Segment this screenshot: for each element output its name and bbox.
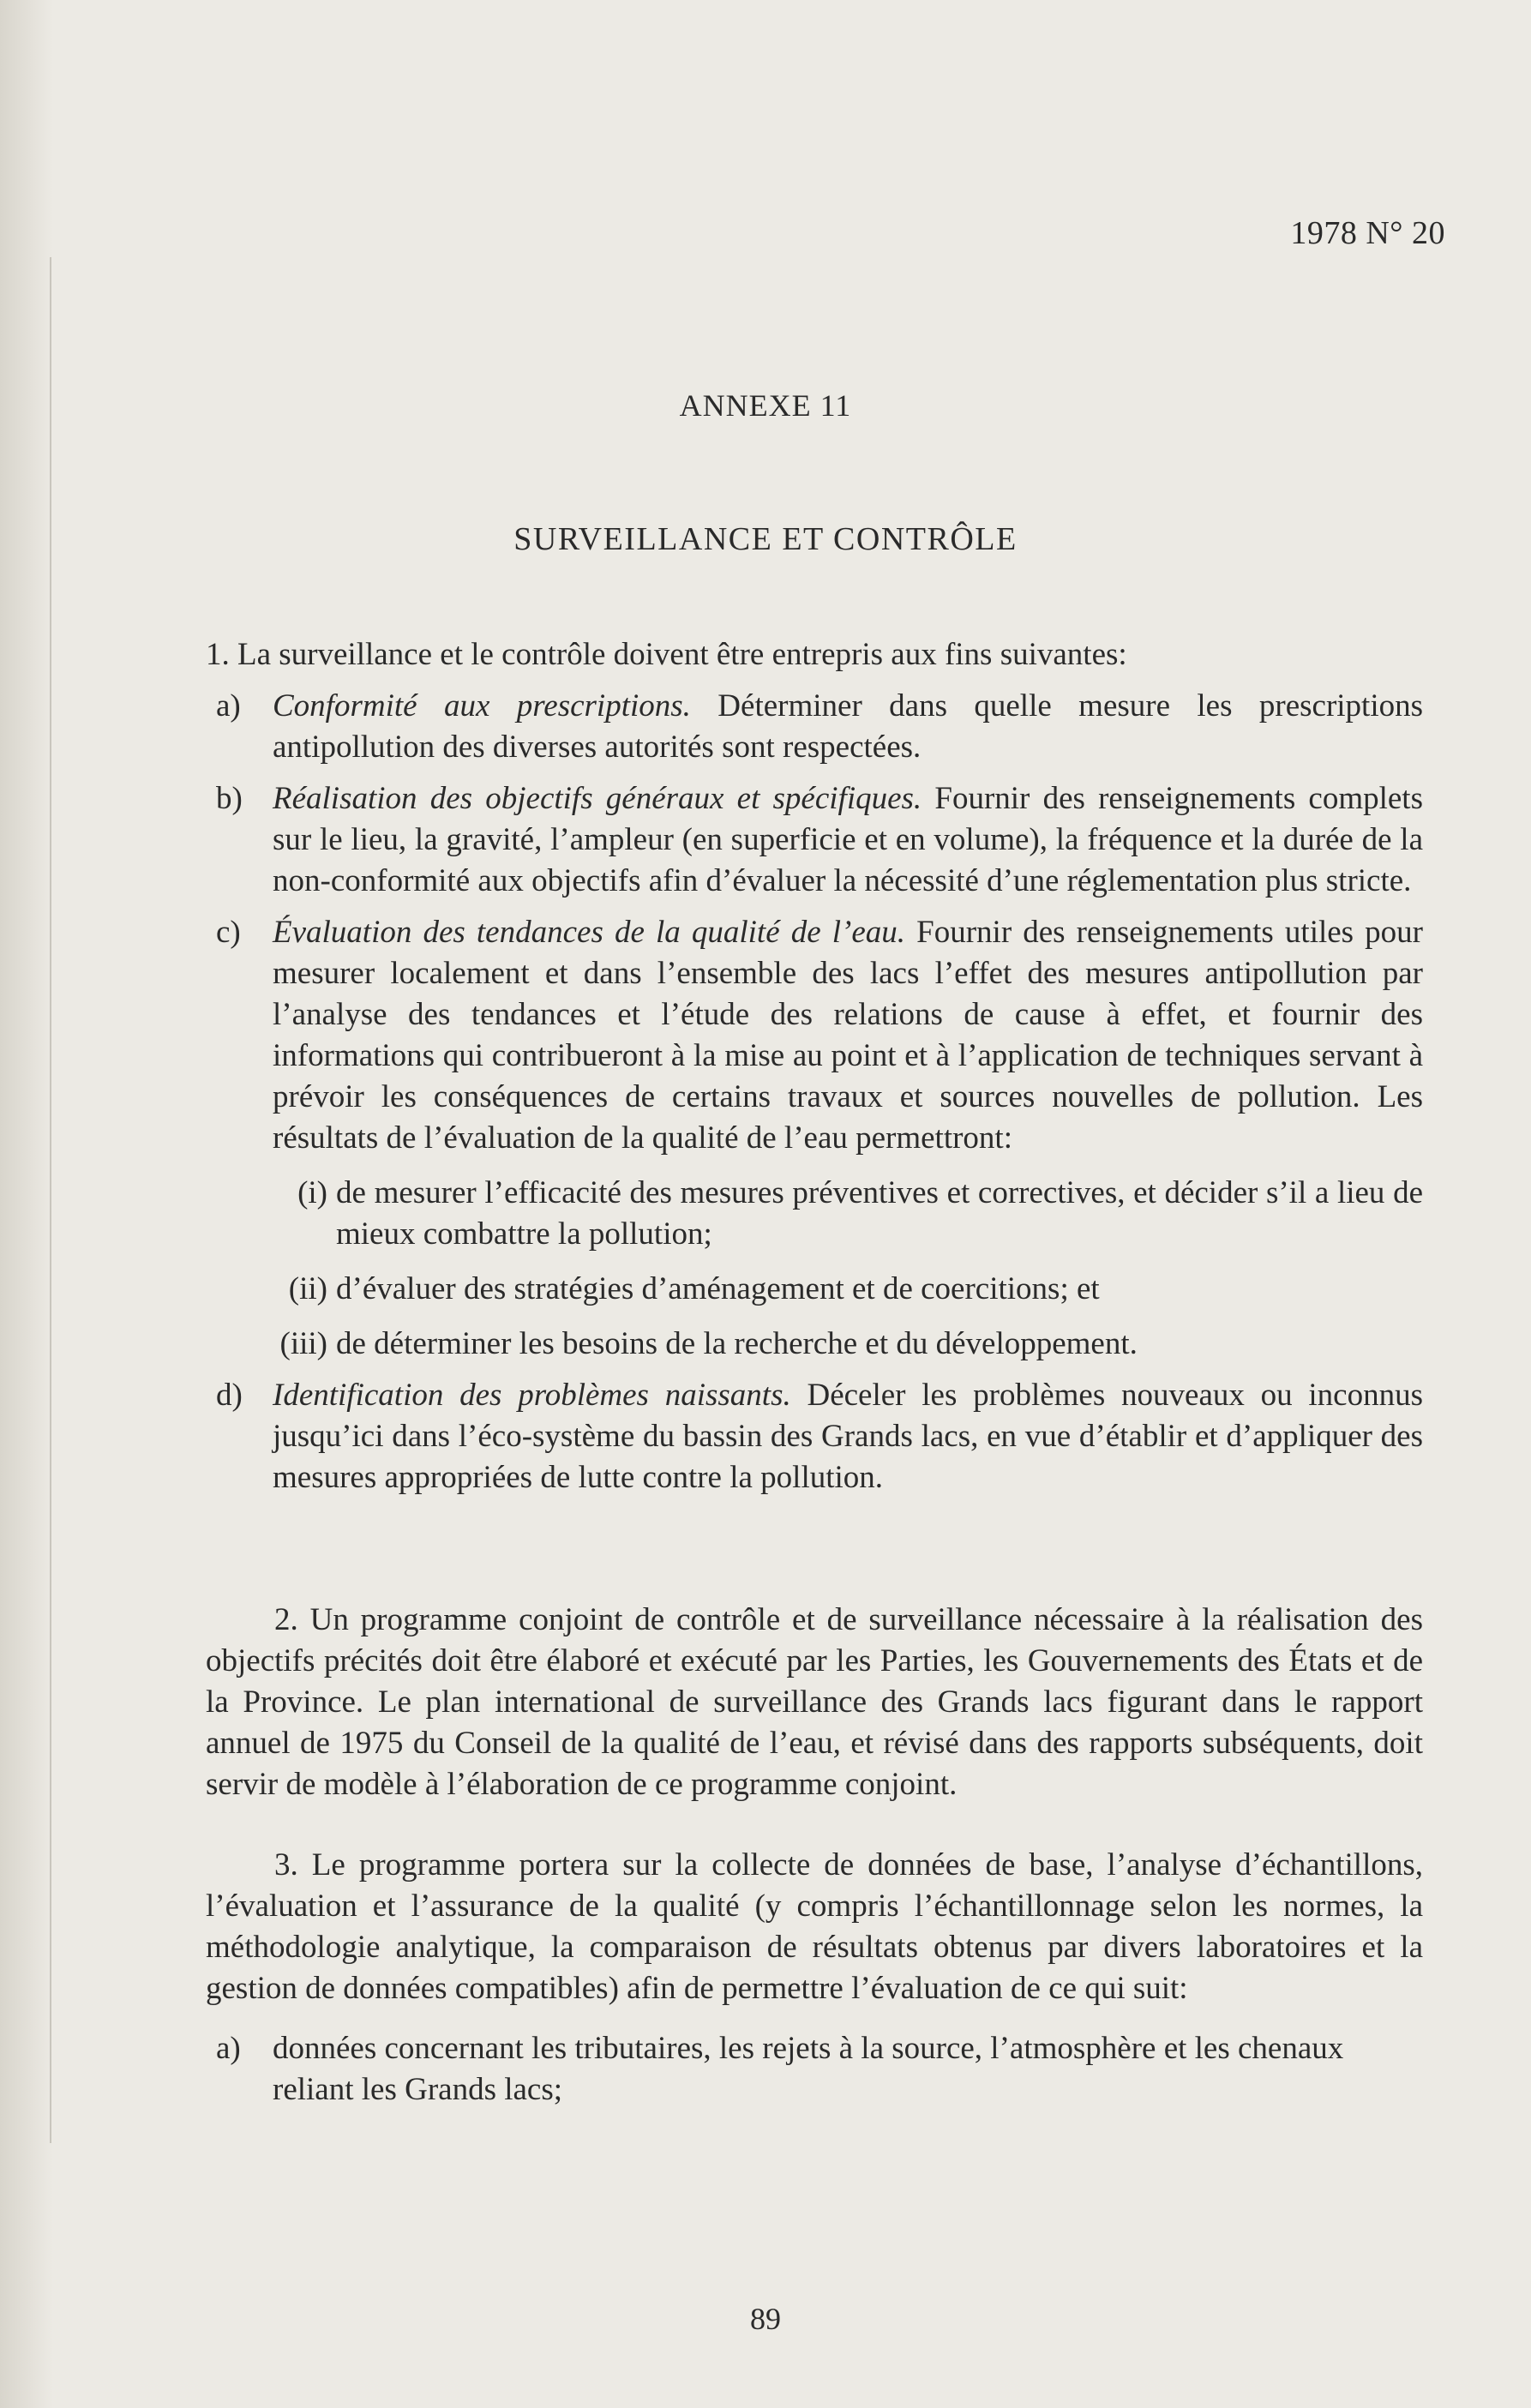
item-body: Déterminer dans quelle mesure les prescriptions antipollution des diverses autorités sont respectées. [273, 688, 1424, 765]
sublist-label: (iii) [279, 1326, 327, 1361]
section-title: SURVEILLANCE ET CONTRÔLE [513, 521, 1018, 557]
list-item-text [273, 778, 1423, 902]
sublist-item-text: d’évaluer des stratégies d’aménagement et de coercitions; et [336, 1271, 1100, 1306]
item-heading: Conformité aux prescriptions. [273, 688, 691, 724]
page-binding-edge [0, 0, 53, 2408]
list-item-text [273, 912, 1423, 1159]
page-number: 89 [750, 2302, 781, 2336]
sublist-item-text: de mesurer l’efficacité des mesures préventives et correctives, et décider s’il a lieu de mieux combattre la pollution; [336, 1175, 1423, 1252]
sublist-label: (i) [297, 1175, 327, 1210]
list-label: a) [216, 2031, 241, 2066]
item-body: Fournir des renseignements complets sur le lieu, la gravité, l’ampleur (en superficie et en volume), la fréquence et la durée de la non-conformité aux objectifs afin d’évaluer la nécessité d’une réglementation plus stricte. [273, 781, 1423, 898]
document-body [206, 634, 1423, 2111]
sublist-item-ii [206, 1269, 1423, 1310]
list-label: b) [216, 781, 243, 816]
list-item-b [206, 778, 1423, 902]
list-label: a) [216, 688, 241, 724]
item-heading: Réalisation des objectifs généraux et spécifiques. [273, 781, 922, 816]
list-item-d [206, 1375, 1423, 1498]
list-label: d) [216, 1378, 243, 1413]
item-heading: Identification des problèmes naissants. [273, 1378, 791, 1413]
list-item-c [206, 912, 1423, 1159]
list-label: c) [216, 915, 241, 950]
item-body: Déceler les problèmes nouveaux ou inconnus jusqu’ici dans l’éco-système du bassin des Grands lacs, en vue d’établir et d’appliquer des mesures appropriées de lutte contre la pollution. [273, 1378, 1423, 1495]
paragraph-1-intro: 1. La surveillance et le contrôle doivent être entrepris aux fins suivantes: [206, 637, 1127, 672]
sublist-item-text: de déterminer les besoins de la recherche et du développement. [336, 1326, 1138, 1361]
list-item-text: données concernant les tributaires, les rejets à la source, l’atmosphère et les chenaux reliant les Grands lacs; [273, 2031, 1344, 2107]
sublist-label: (ii) [288, 1271, 327, 1306]
item-heading: Évaluation des tendances de la qualité de l’eau. [273, 915, 906, 950]
paragraph-2: 2. Un programme conjoint de contrôle et de surveillance nécessaire à la réalisation des objectifs précités doit être élaboré et exécuté par les Parties, les Gouvernements des États et de la Province. Le plan international de surveillance des Grands lacs figurant dans le rapport annuel de 1975 du Conseil de la qualité de l’eau, et révisé dans des rapports subséquents, doit servir de modèle à l’élaboration de ce programme conjoint. [206, 1602, 1423, 1802]
annex-title: ANNEXE 11 [679, 388, 852, 423]
page-header-reference: 1978 N° 20 [1290, 215, 1445, 251]
list-item-text [273, 686, 1423, 768]
sublist-item-i [206, 1173, 1423, 1255]
list-item-a [206, 686, 1423, 768]
list-item-text [273, 1375, 1423, 1498]
paragraph-3-intro: 3. Le programme portera sur la collecte de données de base, l’analyse d’échantillons, l’évaluation et l’assurance de la qualité (y compris l’échantillonnage selon les normes, la méthodologie analytique, la comparaison de résultats obtenus par divers laboratoires et la gestion de données compatibles) afin de permettre l’évaluation de ce qui suit: [206, 1847, 1423, 2006]
item-body: Fournir des renseignements utiles pour mesurer localement et dans l’ensemble des lacs l’effet des mesures antipollution par l’analyse des tendances et l’étude des relations de cause à effet, et fournir des informations qui contribueront à la mise au point et à l’application de techniques servant à prévoir les conséquences de certains travaux et sources nouvelles de pollution. Les résultats de l’évaluation de la qualité de l’eau permettront: [273, 915, 1424, 1156]
sublist-item-iii [206, 1324, 1423, 1365]
paragraph-3-item-a [206, 2028, 1423, 2111]
